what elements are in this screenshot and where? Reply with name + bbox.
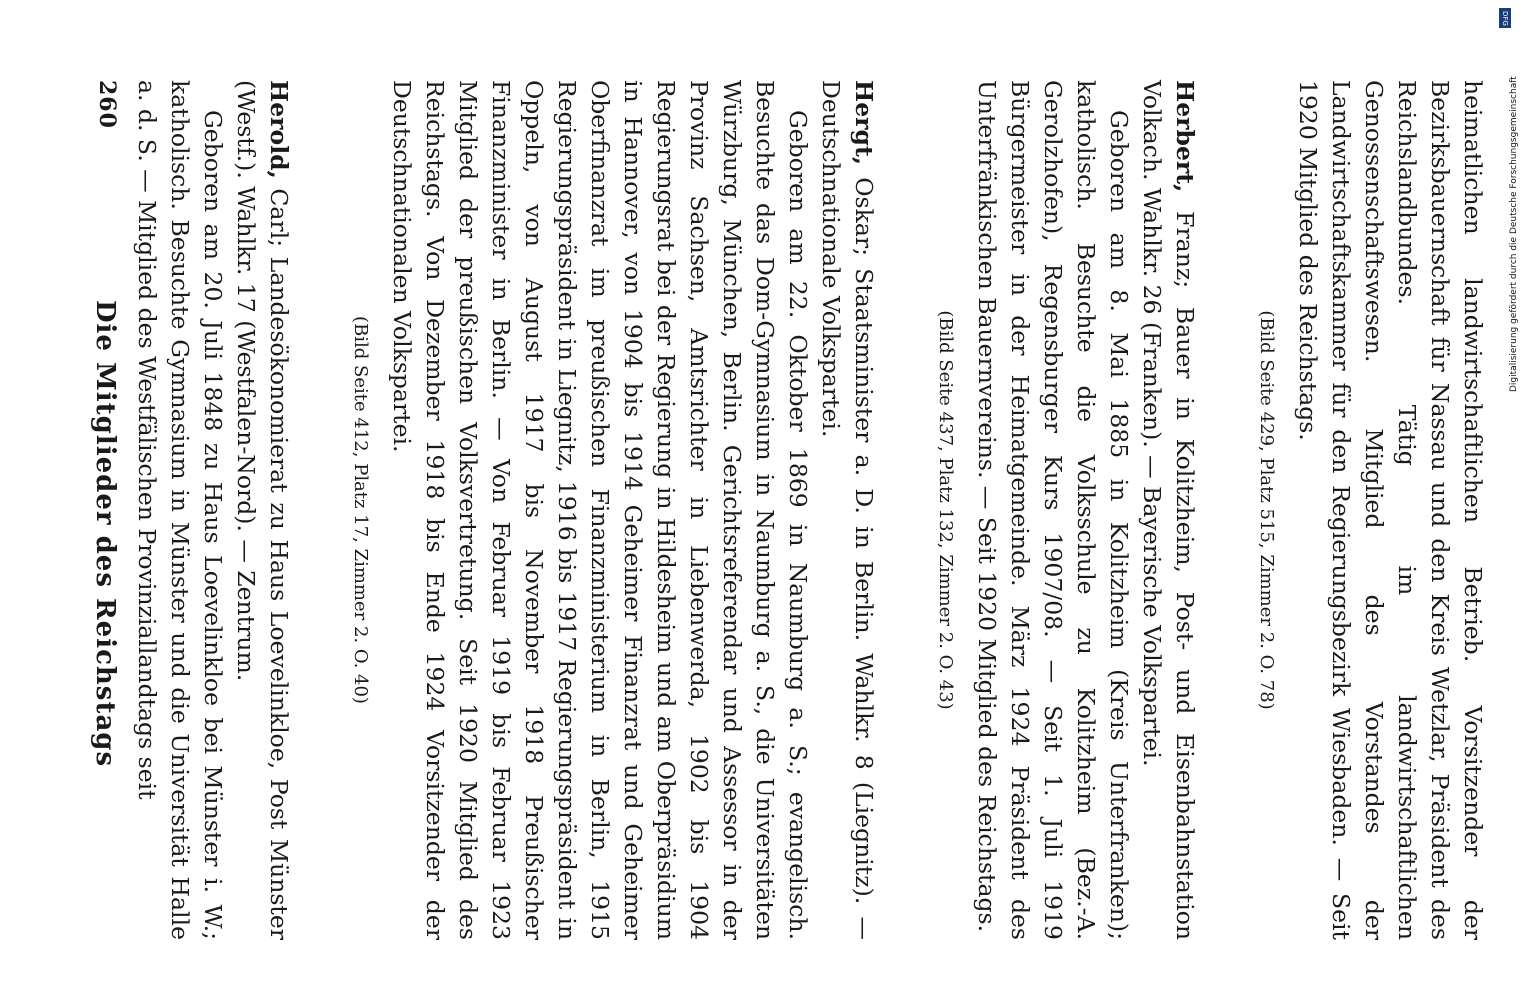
member-biography: Geboren am 22. Oktober 1869 in Naumburg a. S.; evangelisch. Besuchte das Dom-Gymnasium in Naumburg a. S., die Universitäten Würzburg, München, Berlin. Gerichtsreferendar und Assessor in der Provinz Sachsen, Amtsrichter in Liebenwerda, 1902 bis 1904 Regierungsrat bei der Regierung in Hildesheim und am Oberpräsidium in Hannover, von 1904 bis 1914 Geheimer Finanzrat und Geheimer Oberfinanzrat im preußischen Finanzministerium in Berlin, 1915 Regierungspräsident in Liegnitz, 1916 bis 1917 Regierungspräsident in Oppeln, von August 1917 bis November 1918 Preußischer Finanzminister in Berlin. — Von Februar 1919 bis Februar 1923 Mitglied der preußischen Volksvertretung. Seit 1920 Mitglied des Reichstags. Von Dezember 1918 bis Ende 1924 Vorsitzender der Deutschnationalen Volkspartei.: [388, 80, 812, 940]
member-biography: Geboren am 8. Mai 1885 in Kolitzheim (Kreis Unterfranken); katholisch. Besuchte die Volksschule zu Kolitzheim (Bez.-A. Gerolzhofen), Regensburger Kurs 1907/08. — Seit 1. Juli 1919 Bürgermeister in der Heimatgemeinde. März 1924 Präsident des Unterfränkischen Bauernvereins. — Seit 1920 Mitglied des Reichstags.: [973, 80, 1133, 940]
member-heading: [814, 80, 880, 940]
member-entry: [1253, 80, 1489, 940]
running-title: Die Mitglieder des Reichstags: [90, 300, 120, 768]
member-name: Herold,: [265, 80, 293, 179]
member-intro: Oskar; Staatsminister a. D. in Berlin. Wahlkr. 8 (Liegnitz). — Deutschnationale Volkspartei.: [817, 80, 878, 940]
dfg-badge: DFG: [1499, 8, 1511, 28]
member-intro: Carl; Landesökonomierat zu Haus Loevelinkloe, Post Münster (Westf.). Wahlkr. 17 (Westfalen-Nord). — Zentrum.: [232, 80, 293, 940]
member-biography: Geboren am 20. Juli 1848 zu Haus Loevelinkloe bei Münster i. W.; katholisch. Besuchte Gymnasium in Münster und die Universität Halle a. d. S. — Mitglied des Westfälischen Provinziallandtags seit: [133, 80, 227, 940]
rotated-page: [0, 20, 1500, 980]
member-entry: [932, 80, 1201, 940]
picture-reference: (Bild Seite 429, Platz 515, Zimmer 2. O. 78): [1256, 310, 1277, 710]
member-entry: [130, 80, 295, 940]
digitization-note: Digitalisierung gefördert durch die Deutsche Forschungsgemeinschaft: [1509, 76, 1519, 392]
page-header: [80, 20, 120, 980]
page-body: [130, 80, 1500, 940]
entry-separator: [295, 80, 347, 940]
member-heading: [1135, 80, 1201, 940]
page-number: 260: [94, 80, 120, 129]
entry-separator: [1201, 80, 1253, 940]
picture-reference: (Bild Seite 437, Platz 132, Zimmer 2. O. 43): [935, 310, 956, 710]
member-heading: [229, 80, 295, 940]
member-name: Herbert,: [1171, 80, 1199, 193]
member-entry: [347, 80, 880, 940]
member-intro: Franz; Bauer in Kolitzheim, Post- und Eisenbahnstation Volkach. Wahlkr. 26 (Franken). — Bayerische Volkspartei.: [1138, 80, 1199, 940]
member-name: Hergt,: [850, 80, 878, 166]
picture-reference: (Bild Seite 412, Platz 17, Zimmer 2. O. 40): [350, 316, 371, 704]
entry-separator: [880, 80, 932, 940]
member-biography: heimatlichen landwirtschaftlichen Betrieb. Vorsitzender der Bezirksbauernschaft für Nassau und den Kreis Wetzlar, Präsident des Reichslandbundes. Tätig im landwirtschaftlichen Genossenschaftswesen. Mitglied des Vorstandes der Landwirtschaftskammer für den Regierungsbezirk Wiesbaden. — Seit 1920 Mitglied des Reichstags.: [1294, 80, 1487, 940]
entries: [130, 80, 1489, 940]
